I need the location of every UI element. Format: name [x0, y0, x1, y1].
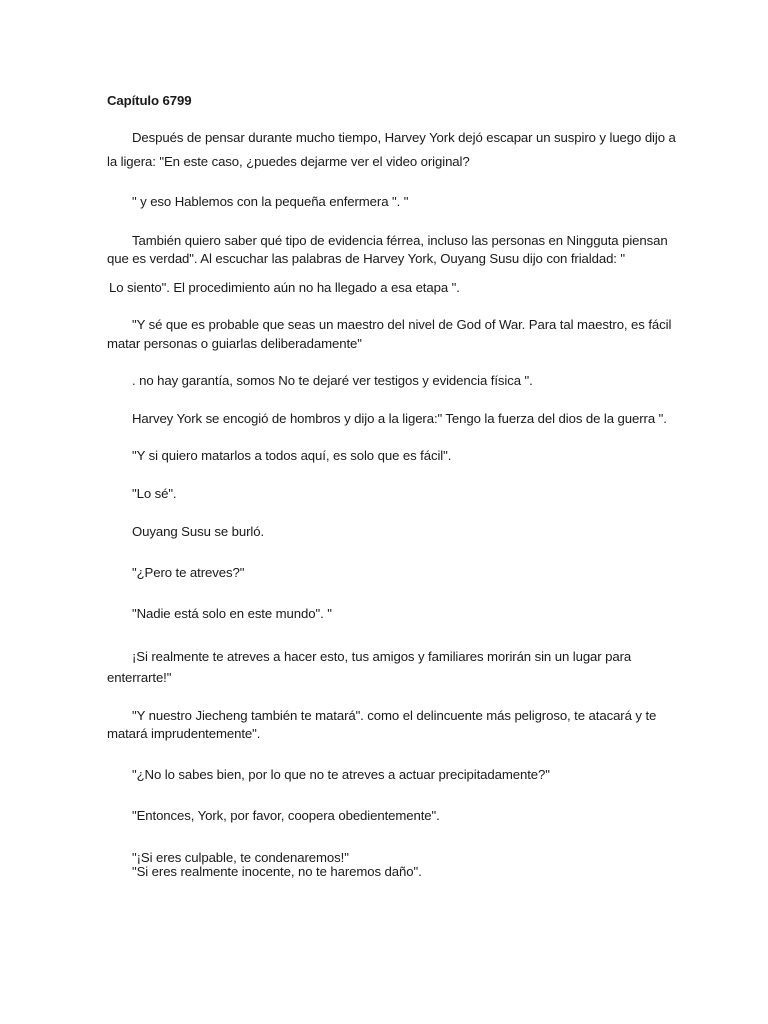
text-line: " y eso Hablemos con la pequeña enfermera ". " [132, 194, 409, 209]
text-line: "Y nuestro Jiecheng también te matará". como el delincuente más peligroso, te atacará y te [132, 708, 657, 723]
text-line: "Lo sé". [132, 486, 177, 501]
chapter-title: Capítulo 6799 [107, 93, 192, 108]
text-line: También quiero saber qué tipo de evidencia férrea, incluso las personas en Ningguta piensan [132, 233, 668, 248]
text-line: "¡Si eres culpable, te condenaremos!" [132, 850, 349, 865]
text-line: matar personas o guiarlas deliberadamente" [107, 336, 362, 351]
text-line: . no hay garantía, somos No te dejaré ver testigos y evidencia física ". [132, 373, 533, 388]
text-line: Después de pensar durante mucho tiempo, Harvey York dejó escapar un suspiro y luego dijo a [132, 130, 676, 145]
text-line: enterrarte!" [107, 670, 172, 685]
text-line: "Entonces, York, por favor, coopera obedientemente". [132, 808, 440, 823]
text-line: Lo siento". El procedimiento aún no ha llegado a esa etapa ". [109, 280, 460, 295]
text-line: "Si eres realmente inocente, no te haremos daño". [132, 864, 422, 879]
text-line: "Nadie está solo en este mundo". " [132, 606, 332, 621]
text-line: ¡Si realmente te atreves a hacer esto, tus amigos y familiares morirán sin un lugar para [132, 649, 632, 664]
text-line: "Y si quiero matarlos a todos aquí, es solo que es fácil". [132, 448, 452, 463]
text-line: "¿Pero te atreves?" [132, 565, 245, 580]
text-line: Ouyang Susu se burló. [132, 524, 265, 539]
text-line: "¿No lo sabes bien, por lo que no te atreves a actuar precipitadamente?" [132, 767, 550, 782]
text-line: la ligera: "En este caso, ¿puedes dejarme ver el video original? [107, 154, 470, 169]
text-line: que es verdad". Al escuchar las palabras de Harvey York, Ouyang Susu dijo con frialdad: " [107, 251, 626, 266]
text-line: Harvey York se encogió de hombros y dijo a la ligera:" Tengo la fuerza del dios de la guerra ". [132, 411, 667, 426]
text-line: matará imprudentemente". [107, 726, 261, 741]
text-line: "Y sé que es probable que seas un maestro del nivel de God of War. Para tal maestro, es fácil [132, 317, 672, 332]
